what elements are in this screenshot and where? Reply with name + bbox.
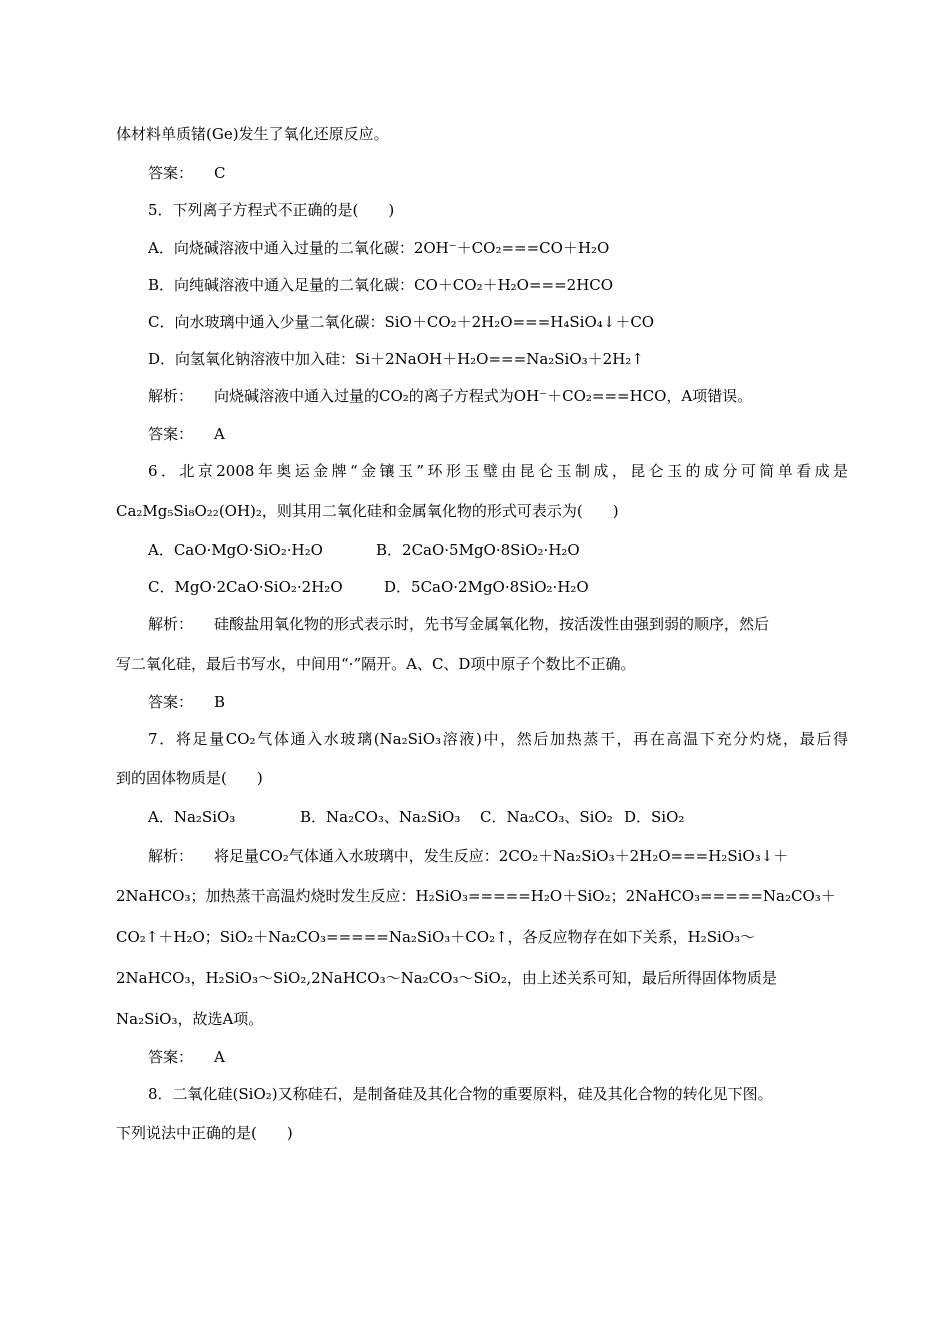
answer-line bbox=[148, 424, 848, 444]
answer-line bbox=[148, 692, 848, 712]
analysis-line bbox=[148, 386, 848, 406]
answer-label: 答案： bbox=[148, 693, 194, 711]
answer-label: 答案： bbox=[148, 1048, 194, 1066]
question-5-option-a: A．向烧碱溶液中通入过量的二氧化碳：2OH⁻＋CO₂===CO＋H₂O bbox=[148, 239, 610, 257]
analysis-text: 将足量CO₂气体通入水玻璃中，发生反应：2CO₂＋Na₂SiO₃＋2H₂O===H₂SiO₃↓＋ bbox=[214, 847, 789, 865]
answer-value: A bbox=[214, 1048, 225, 1066]
question-6-option-a: A．CaO·MgO·SiO₂·H₂O bbox=[148, 541, 323, 559]
analysis-text-cont: 2NaHCO₃，H₂SiO₃～SiO₂,2NaHCO₃～Na₂CO₃～SiO₂，由上述关系可知，最后所得固体物质是 bbox=[116, 969, 777, 987]
answer-value: C bbox=[214, 164, 226, 182]
analysis-label: 解析： bbox=[148, 387, 194, 405]
question-7-option-b: B．Na₂CO₃、Na₂SiO₃ bbox=[300, 808, 461, 826]
question-6-option-c: C．MgO·2CaO·SiO₂·2H₂O bbox=[148, 578, 343, 596]
question-6-option-d: D．5CaO·2MgO·8SiO₂·H₂O bbox=[384, 578, 589, 596]
analysis-text-cont: 写二氧化硅，最后书写水，中间用“·”隔开。A、C、D项中原子个数比不正确。 bbox=[116, 655, 636, 673]
question-5-option-d: D．向氢氧化钠溶液中加入硅：Si＋2NaOH＋H₂O===Na₂SiO₃＋2H₂↑ bbox=[148, 350, 644, 368]
analysis-text-cont: CO₂↑＋H₂O；SiO₂＋Na₂CO₃=====Na₂SiO₃＋CO₂↑，各反应物存在如下关系，H₂SiO₃～ bbox=[116, 928, 756, 946]
question-5-option-c: C．向水玻璃中通入少量二氧化碳：SiO＋CO₂＋2H₂O===H₄SiO₄↓＋CO bbox=[148, 313, 655, 331]
question-7-option-d: D．SiO₂ bbox=[624, 808, 685, 826]
answer-line bbox=[148, 1047, 848, 1067]
question-6-stem-cont: Ca₂Mg₅Si₈O₂₂(OH)₂，则其用二氧化硅和金属氧化物的形式可表示为( ) bbox=[116, 502, 619, 520]
analysis-label: 解析： bbox=[148, 847, 194, 865]
answer-value: A bbox=[214, 425, 225, 443]
analysis-text-cont: 2NaHCO₃；加热蒸干高温灼烧时发生反应：H₂SiO₃=====H₂O＋SiO₂；2NaHCO₃=====Na₂CO₃＋ bbox=[116, 887, 836, 905]
question-8-stem: 8．二氧化硅(SiO₂)又称硅石，是制备硅及其化合物的重要原料，硅及其化合物的转化见下图。 bbox=[148, 1085, 773, 1103]
question-7-option-a: A．Na₂SiO₃ bbox=[148, 808, 236, 826]
analysis-label: 解析： bbox=[148, 615, 194, 633]
question-6-stem: 6．北京2008年奥运金牌“金镶玉”环形玉璧由昆仑玉制成，昆仑玉的成分可简单看成是 bbox=[148, 462, 848, 480]
question-8-stem-cont: 下列说法中正确的是( ) bbox=[116, 1124, 293, 1142]
question-7-option-c: C．Na₂CO₃、SiO₂ bbox=[480, 808, 613, 826]
analysis-text: 硅酸盐用氧化物的形式表示时，先书写金属氧化物，按活泼性由强到弱的顺序，然后 bbox=[214, 615, 770, 633]
question-5-stem: 5．下列离子方程式不正确的是( ) bbox=[148, 201, 395, 219]
analysis-line bbox=[148, 614, 848, 634]
text-line: 体材料单质锗(Ge)发生了氧化还原反应。 bbox=[116, 125, 389, 143]
question-5-option-b: B．向纯碱溶液中通入足量的二氧化碳：CO＋CO₂＋H₂O===2HCO bbox=[148, 276, 614, 294]
question-7-stem-cont: 到的固体物质是( ) bbox=[116, 769, 263, 787]
answer-label: 答案： bbox=[148, 425, 194, 443]
answer-label: 答案： bbox=[148, 164, 194, 182]
analysis-text: 向烧碱溶液中通入过量的CO₂的离子方程式为OH⁻＋CO₂===HCO，A项错误。 bbox=[214, 387, 753, 405]
answer-value: B bbox=[214, 693, 226, 711]
analysis-text-cont: Na₂SiO₃，故选A项。 bbox=[116, 1010, 264, 1028]
analysis-line bbox=[148, 846, 848, 866]
answer-line bbox=[148, 163, 848, 183]
question-6-option-b: B．2CaO·5MgO·8SiO₂·H₂O bbox=[376, 541, 580, 559]
question-7-stem: 7．将足量CO₂气体通入水玻璃(Na₂SiO₃溶液)中，然后加热蒸干，再在高温下充分灼烧，最后得 bbox=[148, 730, 848, 748]
